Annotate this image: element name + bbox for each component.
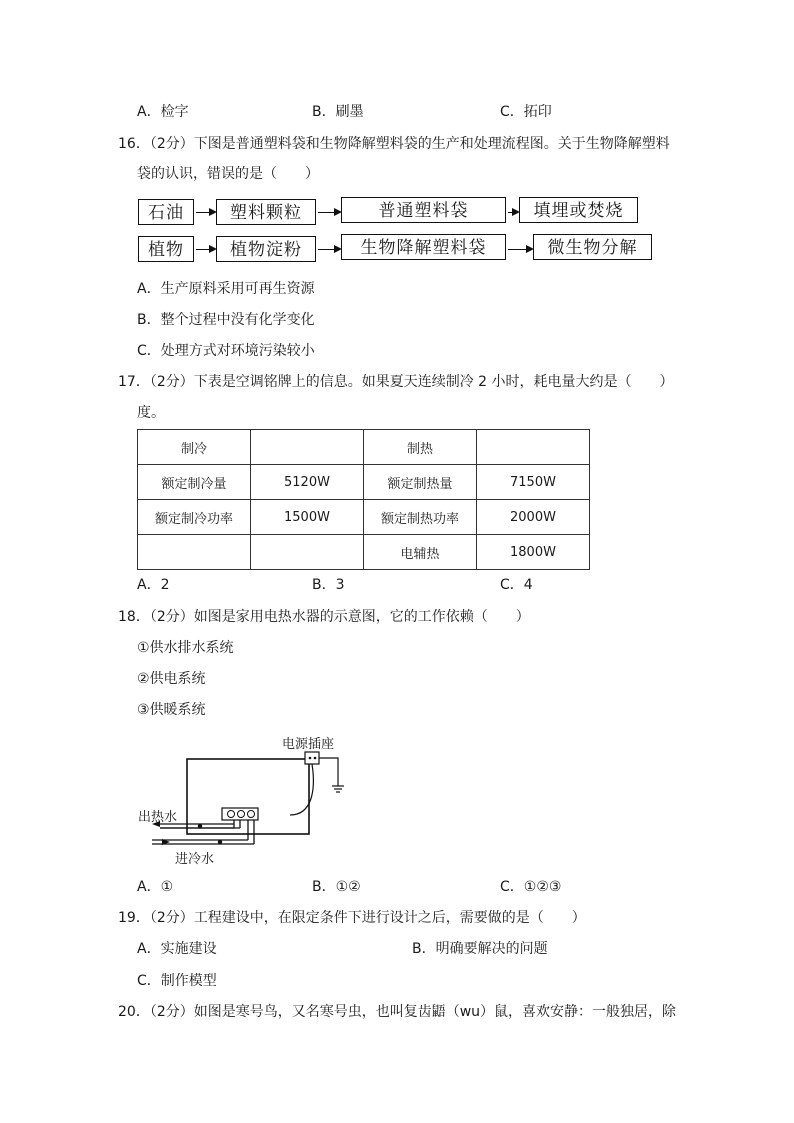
q17-stem-line2: 度。 (137, 405, 165, 421)
table-cell: 1500W (251, 500, 364, 535)
table-cell: 1800W (477, 535, 590, 570)
flow-arrow (196, 212, 215, 213)
q17-option-a[interactable]: A．2 (137, 577, 170, 593)
q17-option-c[interactable]: C．4 (500, 577, 533, 593)
flow-arrow (508, 212, 518, 213)
flow-arrow (318, 249, 340, 250)
q16-stem-line2: 袋的认识，错误的是（ ） (137, 166, 319, 182)
q19-option-a[interactable]: A．实施建设 (137, 941, 217, 957)
flow-box-landfill-burn: 填埋或焚烧 (519, 197, 638, 223)
q15-option-a[interactable]: A．检字 (137, 104, 189, 120)
q18-option-a[interactable]: A．① (137, 879, 174, 895)
q15-option-b[interactable]: B．刷墨 (312, 104, 364, 120)
q16-stem-line1: 16．（2分）下图是普通塑料袋和生物降解塑料袋的生产和处理流程图。关于生物降解塑料 (118, 136, 670, 152)
table-row (138, 465, 590, 500)
table-row (138, 430, 590, 465)
q16-option-b[interactable]: B．整个过程中没有化学变化 (137, 312, 315, 328)
q18-stem: 18．（2分）如图是家用电热水器的示意图，它的工作依赖（ ） (118, 609, 530, 625)
label-power-socket: 电源插座 (282, 737, 335, 752)
q15-option-c[interactable]: C．拓印 (500, 104, 552, 120)
q20-stem: 20．（2分）如图是寒号鸟，又名寒号虫，也叫复齿鼯（wu）鼠，喜欢安静：一般独居，除 (118, 1004, 677, 1020)
label-cold-water-in: 进冷水 (175, 852, 215, 867)
q18-item-1: ①供水排水系统 (137, 640, 234, 656)
flow-box-plant-starch: 植物淀粉 (216, 236, 316, 262)
flow-box-biodegradable-bag: 生物降解塑料袋 (341, 234, 506, 260)
table-cell: 额定制冷功率 (138, 500, 251, 535)
table-cell: 制热 (364, 430, 477, 465)
table-cell: 2000W (477, 500, 590, 535)
table-cell (477, 430, 590, 465)
flow-box-plastic-pellets: 塑料颗粒 (216, 199, 316, 225)
q18-item-3: ③供暖系统 (137, 702, 206, 718)
q19-option-b[interactable]: B．明确要解决的问题 (412, 941, 548, 957)
q18-option-c[interactable]: C．①②③ (500, 879, 562, 895)
table-cell: 额定制冷量 (138, 465, 251, 500)
table-cell: 额定制热功率 (364, 500, 477, 535)
q18-item-2: ②供电系统 (137, 671, 206, 687)
flow-arrow (196, 249, 215, 250)
table-cell: 电辅热 (364, 535, 477, 570)
table-cell: 7150W (477, 465, 590, 500)
q17-stem-line1: 17．（2分）下表是空调铭牌上的信息。如果夏天连续制冷 2 小时，耗电量大约是（ ） (118, 374, 674, 390)
table-cell (251, 430, 364, 465)
q16-option-a[interactable]: A．生产原料采用可再生资源 (137, 281, 315, 297)
flow-box-regular-bag: 普通塑料袋 (341, 197, 506, 223)
table-cell: 额定制热量 (364, 465, 477, 500)
flow-box-microbial-decomposition: 微生物分解 (533, 234, 652, 260)
q17-option-b[interactable]: B．3 (312, 577, 345, 593)
q17-spec-table (137, 429, 590, 570)
table-cell (138, 535, 251, 570)
q19-stem: 19．（2分）工程建设中，在限定条件下进行设计之后，需要做的是（ ） (118, 910, 586, 926)
flow-box-oil: 石油 (138, 199, 194, 225)
flow-box-plant: 植物 (138, 236, 194, 262)
table-row (138, 500, 590, 535)
table-cell: 制冷 (138, 430, 251, 465)
flow-arrow (508, 249, 532, 250)
label-hot-water-out: 出热水 (138, 810, 178, 825)
q19-option-c[interactable]: C．制作模型 (137, 973, 217, 989)
flow-arrow (318, 212, 340, 213)
table-row (138, 535, 590, 570)
q16-option-c[interactable]: C．处理方式对环境污染较小 (137, 343, 315, 359)
table-cell: 5120W (251, 465, 364, 500)
table-cell (251, 535, 364, 570)
q18-option-b[interactable]: B．①② (312, 879, 361, 895)
